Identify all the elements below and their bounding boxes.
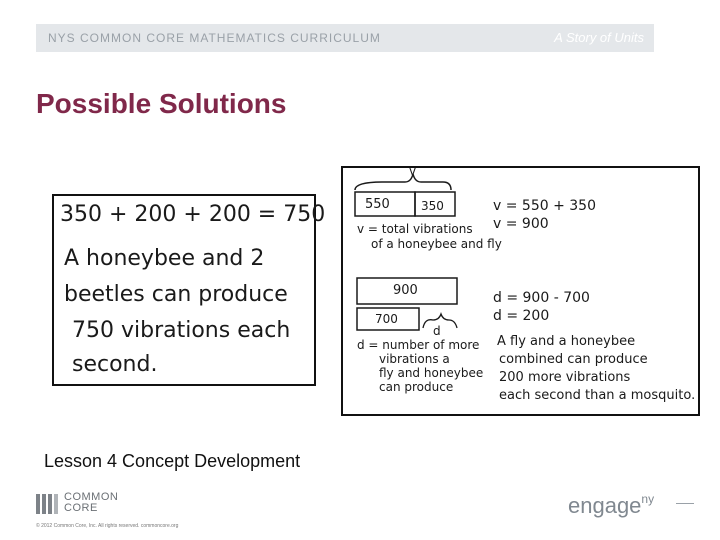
logo-bars-icon [36,494,58,514]
series-title: A Story of Units [554,30,644,45]
tape-value-550: 550 [365,197,390,212]
equation-line: 350 + 200 + 200 = 750 [60,202,326,227]
lesson-caption: Lesson 4 Concept Development [44,451,301,471]
header-bar [36,24,654,52]
answer-line-4: each second than a mosquito. [499,388,696,403]
v-equation-2: v = 900 [493,216,549,232]
statement-line-2: beetles can produce [64,282,288,307]
brace-top [355,174,451,190]
brand-text: engage [568,493,642,518]
statement-line-3: 750 vibrations each [72,318,291,343]
d-equation-1: d = 900 - 700 [493,290,590,306]
engage-ny-logo [568,493,654,519]
d-definition-4: can produce [379,380,454,394]
page-title: Possible Solutions [36,88,287,119]
tape-value-350: 350 [421,199,444,213]
answer-line-2: combined can produce [499,352,648,367]
copyright-text: © 2012 Common Core, Inc. All rights reserved. commoncore.org [36,523,179,529]
d-definition-2: vibrations a [379,352,450,366]
answer-line-1: A fly and a honeybee [497,334,636,349]
d-definition-3: fly and honeybee [379,366,484,380]
v-definition-2: of a honeybee and fly [371,237,502,251]
logo-line-1: COMMON [64,491,119,503]
d-definition-1: d = number of more [357,338,480,352]
solution-panel-right [341,166,700,416]
solution-panel-left [52,194,326,386]
v-definition-1: v = total vibrations [357,222,473,236]
v-equation-1: v = 550 + 350 [493,198,596,214]
logo-line-2: CORE [64,502,98,514]
d-equation-2: d = 200 [493,308,550,324]
answer-line-3: 200 more vibrations [499,370,631,385]
statement-line-4: second. [72,352,158,377]
brand-sup: ny [641,491,655,506]
curriculum-title: NYS COMMON CORE MATHEMATICS CURRICULUM [48,31,381,45]
d-label: d [433,324,441,338]
statement-line-1: A honeybee and 2 [64,246,265,271]
tape-top-label: v [409,164,417,178]
footer-divider [676,503,694,504]
common-core-logo [36,492,196,518]
tape-label-900: 900 [393,283,418,298]
tape-label-700: 700 [375,312,398,326]
